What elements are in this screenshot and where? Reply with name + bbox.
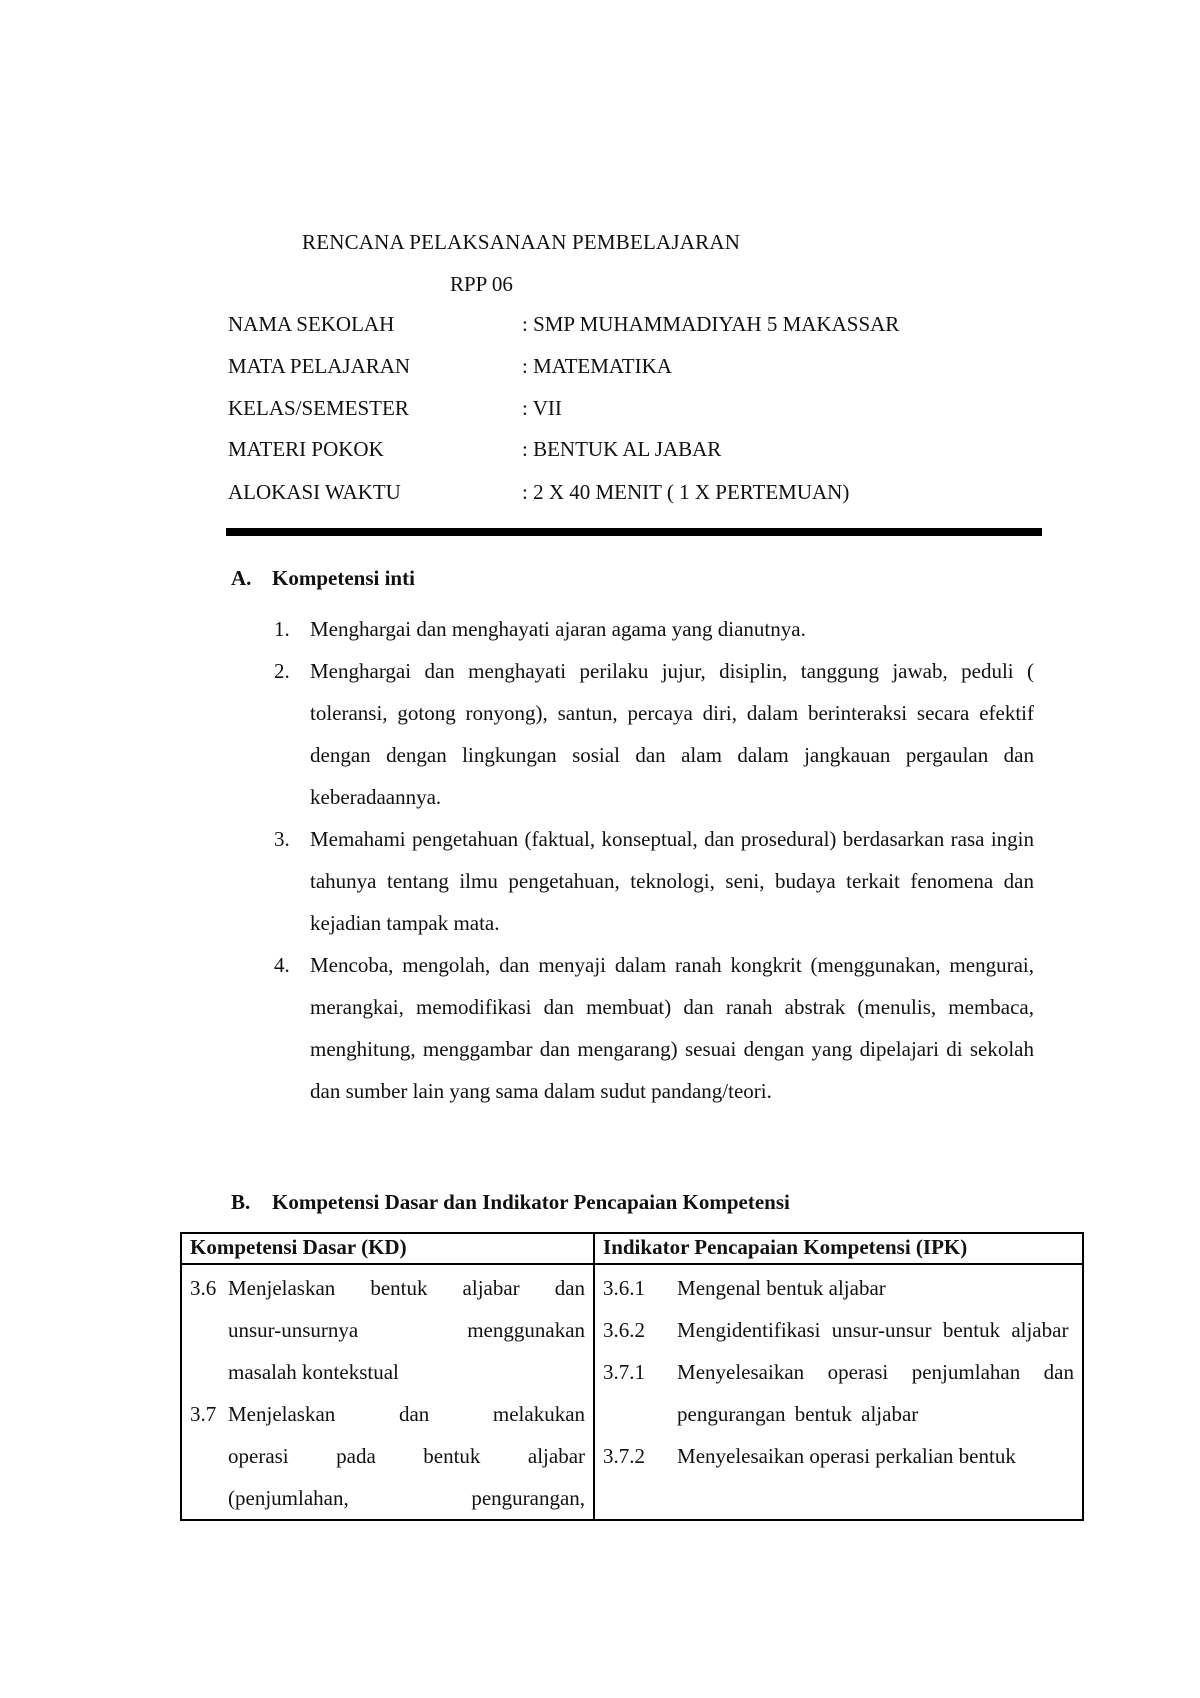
kd-item [190,1393,585,1519]
list-item-text: Menghargai dan menghayati ajaran agama yang dianutnya. [310,617,806,641]
kd-line: Menjelaskan bentuk aljabar dan [228,1276,586,1300]
info-label: MATERI POKOK [228,437,384,461]
info-value: : MATEMATIKA [522,354,672,378]
kd-line: unsur-unsurnya menggunakan [228,1318,586,1342]
table-row [181,1264,1083,1520]
list-item [274,944,1034,1112]
info-value: : BENTUK AL JABAR [522,437,722,461]
section-a-letter: A. [231,566,252,590]
list-item-text: Memahami pengetahuan (faktual, konseptual, dan prosedural) berdasarkan rasa ingin tahunya tentang ilmu pengetahuan, teknologi, seni, budaya terkait fenomena dan kejadian tampak mata. [310,827,1034,935]
info-label: ALOKASI WAKTU [228,480,401,504]
table-header-row [181,1233,1083,1264]
kd-item [190,1267,585,1393]
ipk-number: 3.7.2 [603,1444,646,1468]
header-divider [226,528,1042,536]
info-value: : SMP MUHAMMADIYAH 5 MAKASSAR [522,312,900,336]
list-item [274,818,1034,944]
ipk-text: Mengidentifikasi unsur-unsur bentuk aljabar [677,1318,1069,1342]
kd-line: masalah kontekstual [228,1360,399,1384]
list-item [274,650,1034,818]
list-item-text: Mencoba, mengolah, dan menyaji dalam ranah kongkrit (menggunakan, mengurai, merangkai, memodifikasi dan membuat) dan ranah abstrak (menulis, membaca, menghitung, menggambar dan mengarang) sesuai dengan yang dipelajari di sekolah dan sumber lain yang sama dalam sudut pandang/teori. [310,953,1034,1103]
info-label: NAMA SEKOLAH [228,312,395,336]
kd-number: 3.6 [190,1276,217,1300]
section-b-title: Kompetensi Dasar dan Indikator Pencapaian Kompetensi [272,1190,790,1214]
list-item-text: Menghargai dan menghayati perilaku jujur, disiplin, tanggung jawab, peduli ( toleransi, gotong ronyong), santun, percaya diri, dalam berinteraksi secara efektif dengan dengan lingkungan sosial dan alam dalam jangkauan pergaulan dan keberadaannya. [310,659,1034,809]
info-value: : 2 X 40 MENIT ( 1 X PERTEMUAN) [522,480,850,504]
ipk-item [603,1435,1074,1477]
info-label: MATA PELAJARAN [228,354,411,378]
ipk-item [603,1309,1074,1351]
section-a-title: Kompetensi inti [272,566,415,590]
ipk-item [603,1267,1074,1309]
ipk-text: Menyelesaikan operasi penjumlahan dan pengurangan bentuk aljabar [677,1360,1074,1426]
competency-table [180,1232,1084,1521]
ipk-number: 3.7.1 [603,1360,646,1384]
ipk-number: 3.6.1 [603,1276,646,1300]
column-header-kd: Kompetensi Dasar (KD) [181,1233,594,1264]
kd-cell [181,1264,594,1520]
list-item-number: 2. [274,659,290,683]
info-value: : VII [522,396,562,420]
list-item [274,608,1034,650]
ipk-text: Mengenal bentuk aljabar [677,1276,886,1300]
list-item-number: 3. [274,827,290,851]
kd-line: operasi pada bentuk aljabar [228,1444,586,1468]
ipk-cell [594,1264,1083,1520]
section-b-letter: B. [231,1190,251,1214]
kd-line: Menjelaskan dan melakukan [228,1402,586,1426]
ipk-text: Menyelesaikan operasi perkalian bentuk [677,1444,1016,1468]
info-label: KELAS/SEMESTER [228,396,409,420]
list-item-number: 4. [274,953,290,977]
kd-line: (penjumlahan, pengurangan, [228,1486,586,1510]
kd-number: 3.7 [190,1402,217,1426]
list-item-number: 1. [274,617,290,641]
document-title: RENCANA PELAKSANAAN PEMBELAJARAN [302,230,741,254]
core-competency-list [274,608,1034,1112]
ipk-number: 3.6.2 [603,1318,646,1342]
ipk-item [603,1351,1074,1435]
document-subtitle: RPP 06 [450,272,513,296]
column-header-ipk: Indikator Pencapaian Kompetensi (IPK) [594,1233,1083,1264]
